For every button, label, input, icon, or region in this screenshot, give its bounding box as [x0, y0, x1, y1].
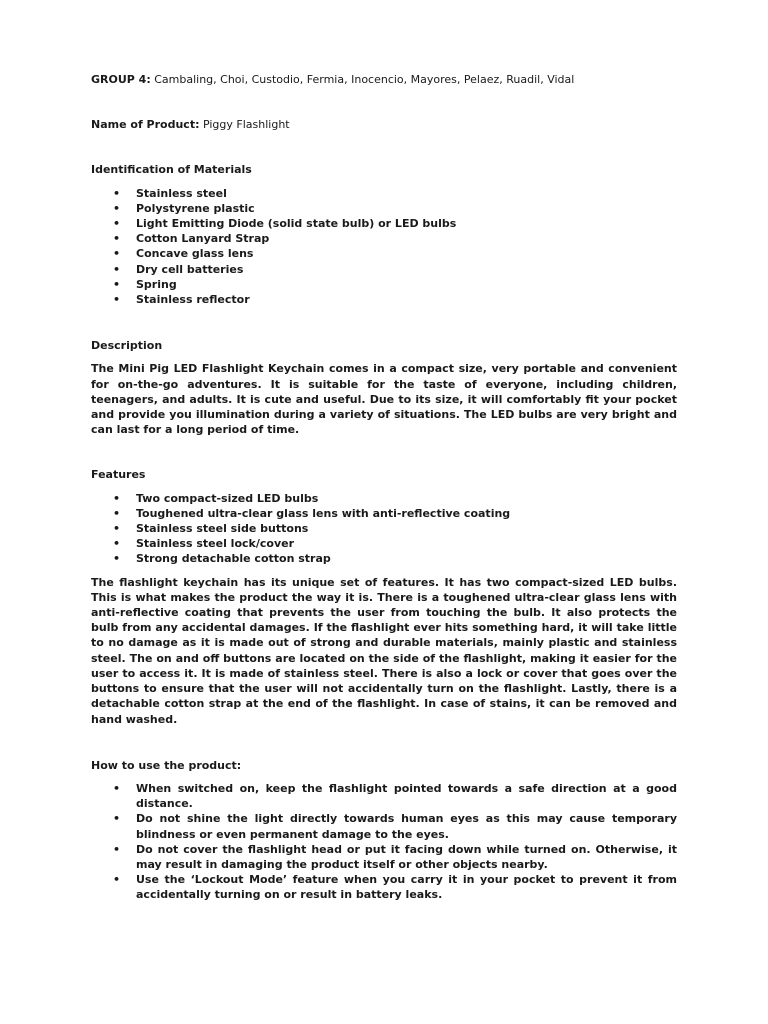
- bullet-icon: •: [113, 781, 121, 795]
- bullet-icon: •: [113, 812, 121, 826]
- bullet-icon: •: [113, 506, 121, 520]
- features-text: The flashlight keychain has its unique set of features. It has two compact-sized LED bulbs. This is what makes the product the way it is. There is a toughened ultra-clear glass lens with anti-reflective coating that prevents the user from touching the bulb. It also protects the bulb from any accidental damages. If the flashlight ever hits something hard, it will take little to no damage as it is made out of strong and durable materials, mainly plastic and stainless steel. The on and off buttons are located on the side of the flashlight, making it easier for the user to access it. It is made of stainless steel. There is also a lock or cover that goes over the buttons to ensure that the user will not accidentally turn on the flashlight. Lastly, there is a detachable cotton strap at the end of the flashlight. In case of stains, it can be removed and hand washed.: [91, 575, 677, 726]
- bullet-icon: •: [113, 842, 121, 856]
- bullet-icon: •: [113, 522, 121, 536]
- list-item: • Polystyrene plastic: [113, 201, 255, 215]
- document-body: [91, 72, 677, 903]
- list-item: • Do not shine the light directly towards human eyes as this may cause temporary blindness or even permanent damage to the eyes.: [113, 812, 677, 841]
- list-item: • Stainless reflector: [113, 293, 250, 307]
- list-item: • Spring: [113, 277, 177, 291]
- bullet-icon: •: [113, 293, 121, 307]
- howto-list: [91, 781, 677, 903]
- group-members: Cambaling, Choi, Custodio, Fermia, Inocencio, Mayores, Pelaez, Ruadil, Vidal: [150, 73, 575, 86]
- list-item: • Stainless steel: [113, 186, 227, 200]
- list-item: • Toughened ultra-clear glass lens with anti-reflective coating: [113, 506, 511, 520]
- description-text: The Mini Pig LED Flashlight Keychain comes in a compact size, very portable and convenient for on-the-go adventures. It is suitable for the taste of everyone, including children, teenagers, and adults. It is cute and useful. Due to its size, it will comfortably fit your pocket and provide you illumination during a variety of situations. The LED bulbs are very bright and can last for a long period of time.: [91, 362, 677, 437]
- bullet-icon: •: [113, 873, 121, 887]
- features-list: [91, 491, 677, 567]
- product-name: Piggy Flashlight: [199, 118, 290, 132]
- group-label: GROUP 4:: [91, 73, 151, 86]
- howto-heading: How to use the product:: [91, 758, 242, 772]
- materials-list: [91, 186, 677, 308]
- description-heading: Description: [91, 339, 163, 353]
- list-item: • Strong detachable cotton strap: [113, 552, 331, 566]
- list-item: • Stainless steel side buttons: [113, 522, 309, 536]
- bullet-icon: •: [113, 186, 121, 200]
- product-line: [91, 117, 677, 132]
- list-item: • Stainless steel lock/cover: [113, 537, 295, 551]
- list-item: • Dry cell batteries: [113, 262, 244, 276]
- bullet-icon: •: [113, 552, 121, 566]
- features-heading: Features: [91, 468, 146, 482]
- list-item: • Concave glass lens: [113, 247, 254, 261]
- bullet-icon: •: [113, 491, 121, 505]
- bullet-icon: •: [113, 262, 121, 276]
- list-item: • Light Emitting Diode (solid state bulb) or LED bulbs: [113, 217, 457, 231]
- product-label: Name of Product:: [91, 118, 200, 132]
- materials-heading: Identification of Materials: [91, 163, 252, 177]
- bullet-icon: •: [113, 217, 121, 231]
- bullet-icon: •: [113, 277, 121, 291]
- bullet-icon: •: [113, 201, 121, 215]
- list-item: • Do not cover the flashlight head or put it facing down while turned on. Otherwise, it may result in damaging the product itself or other objects nearby.: [113, 842, 677, 871]
- bullet-icon: •: [113, 537, 121, 551]
- group-line: [91, 72, 677, 87]
- list-item: • Use the ‘Lockout Mode’ feature when you carry it in your pocket to prevent it from accidentally turning on or result in battery leaks.: [113, 873, 677, 902]
- list-item: • When switched on, keep the flashlight pointed towards a safe direction at a good distance.: [113, 781, 677, 811]
- list-item: • Cotton Lanyard Strap: [113, 232, 270, 246]
- bullet-icon: •: [113, 247, 121, 261]
- bullet-icon: •: [113, 232, 121, 246]
- list-item: • Two compact-sized LED bulbs: [113, 491, 319, 505]
